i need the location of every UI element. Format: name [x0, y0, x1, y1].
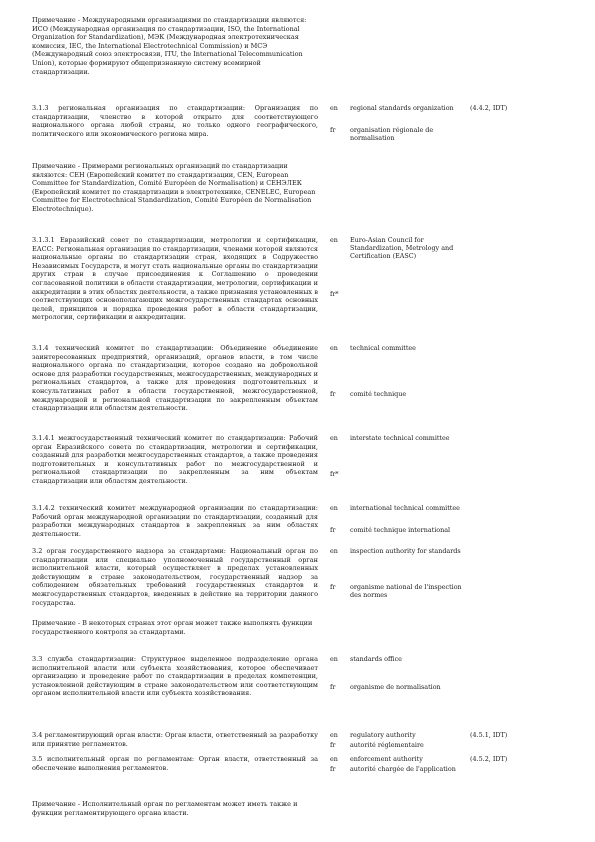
- equivalent-fr: [330, 741, 580, 751]
- term-definition: 3.1.4 технический комитет по стандартизации: Объединение объединение заинтересованных предприятий, организаций, органов власти, в том числе национального органа по стандартизации, которое создано на добровольной основе для разработки государственных, межгосударственных, международных и региональных стандартов, а также для проведения подготовительных и консультативных работ в области государственной, межгосударственной, международной и региональной стандартизации по закрепленным объектам стандартизации или областям деятельности.: [32, 344, 318, 413]
- language-code: fr*: [330, 470, 339, 478]
- equivalent-fr: [330, 583, 580, 601]
- term-definition: 3.1.3.1 Евразийский совет по стандартизации, метрологии и сертификации, ЕАСС: Региональная организация по стандартизации, членами которой являются национальные органы по стандартизации стран, входящих в Содружество Независимых Государств, и могут стать национальные органы по стандартизации других стран в случае присоединения к Соглашению о проведении согласованной политики в области стандартизации, метрологии, сертификации и аккредитации в этих областях деятельности, а также признания установленных в соответствующих основополагающих межгосударственных стандартах основных целей, принципов и порядка проведения работ в области стандартизации, метрологии, сертификации и аккредитации.: [32, 236, 318, 322]
- equivalent-fr: [330, 126, 580, 142]
- language-code: en: [330, 104, 338, 112]
- term-definition: 3.4 регламентирующий орган власти: Орган власти, ответственный за разработку или принятие регламентов.: [32, 731, 318, 748]
- language-code: en: [330, 547, 338, 555]
- equivalent-en: [330, 504, 580, 522]
- equivalent-term: organisation régionale de normalisation: [350, 126, 434, 142]
- equivalent-en: [330, 655, 580, 665]
- note-supervision: Примечание - В некоторых странах этот орган может также выполнять функции государственного контроля за стандартами.: [32, 619, 313, 636]
- equivalent-en: [330, 434, 580, 444]
- equivalent-term: technical committee: [350, 344, 416, 352]
- term-definition: 3.1.4.1 межгосударственный технический комитет по стандартизации: Рабочий орган Евразийского совета по стандартизации, метрологии и сертификации, созданный для разработки межгосударственных стандартов, а также проведения подготовительных и консультативных работ по межгосударственной и региональной стандартизации по закрепленным за ним объектам стандартизации или областям деятельности.: [32, 434, 318, 485]
- equivalent-en: [330, 755, 580, 765]
- reference: (4.4.2, IDT): [470, 104, 508, 112]
- language-code: fr: [330, 390, 336, 398]
- equivalent-term: standards office: [350, 655, 402, 663]
- equivalent-term: Euro-Asian Council for Standardization, Metrology and Certification (EASC): [350, 236, 454, 260]
- equivalent-term: comité technique international: [350, 526, 451, 534]
- equivalent-term: interstate technical committee: [350, 434, 450, 442]
- term-definition: 3.5 исполнительный орган по регламентам: Орган власти, ответственный за обеспечение выполнения регламентов.: [32, 755, 318, 772]
- equivalent-fr: [330, 683, 580, 693]
- note-regional-organizations: Примечание - Примерами региональных организаций по стандартизации являются: СЕН (Европейский комитет по стандартизации, CEN, European Committee for Standardization, Comité Européen de Normalisation) и СЕНЭЛЕК (Европейский комитет по стандартизации в электротехнике, CENELEC, European Committee for Electrotechnical Standardization, Comité Européen de Normalisation Electrotechnique).: [32, 162, 316, 213]
- equivalent-en: [330, 547, 580, 565]
- equivalent-en: [330, 104, 580, 114]
- equivalent-term: autorité chargée de l'application: [350, 765, 456, 773]
- equivalent-term: inspection authority for standards: [350, 547, 461, 555]
- equivalent-fr: [330, 470, 580, 480]
- equivalent-fr: [330, 290, 580, 300]
- language-code: fr: [330, 741, 336, 749]
- reference: (4.5.2, IDT): [470, 755, 508, 763]
- equivalent-term: regulatory authority: [350, 731, 416, 739]
- language-code: fr: [330, 683, 336, 691]
- term-definition: 3.3 служба стандартизации: Структурное выделенное подразделение органа исполнительной власти или субъекта хозяйствования, которое обеспечивает организацию и проведение работ по стандартизации в пределах компетенции, установленной действующим в стране законодательством или соответствующим органом исполнительной власти или субъекта хозяйствования.: [32, 655, 318, 698]
- equivalent-fr: [330, 526, 580, 544]
- language-code: en: [330, 434, 338, 442]
- term-definition: 3.1.4.2 технический комитет международной организации по стандартизации: Рабочий орган международной организации по стандартизации, созданный для разработки международных стандартов в закрепленных за ним областях деятельности.: [32, 504, 318, 538]
- note-enforcement: Примечание - Исполнительный орган по регламентам может иметь также и функции регламентирующего органа власти.: [32, 800, 298, 817]
- language-code: en: [330, 731, 338, 739]
- language-code: fr: [330, 583, 336, 591]
- term-definition: 3.2 орган государственного надзора за стандартами: Национальный орган по стандартизации или специально уполномоченный государственный орган исполнительной власти, который осуществляет в пределах установленных действующим в стране законодательством, государственный надзор за соблюдением обязательных требований государственных стандартов и межгосударственных стандартов, введенных в действие на территории данного государства.: [32, 547, 318, 607]
- language-code: fr: [330, 526, 336, 534]
- language-code: fr: [330, 126, 336, 134]
- equivalent-term: autorité réglementaire: [350, 741, 424, 749]
- equivalent-term: regional standards organization: [350, 104, 454, 112]
- language-code: fr: [330, 765, 336, 773]
- language-code: en: [330, 504, 338, 512]
- language-code: en: [330, 344, 338, 352]
- equivalent-term: enforcement authority: [350, 755, 423, 763]
- equivalent-term: comité technique: [350, 390, 407, 398]
- reference: (4.5.1, IDT): [470, 731, 508, 739]
- equivalent-term: organisme national de l'inspection des normes: [350, 583, 462, 599]
- equivalent-en: [330, 731, 580, 741]
- equivalent-en: [330, 344, 580, 354]
- note-international-organizations: Примечание - Международными организациями по стандартизации являются: ИСО (Международная организация по стандартизации, ISO, the International Organization for Standardization), МЭК (Международная электротехническая комиссия, IEC, the International Electrotechnical Commission) и МСЭ (Международный союз электросвязи, ITU, the International Telecommunication Union), которые формируют общепризнанную систему всемирной стандартизации.: [32, 16, 307, 76]
- equivalent-fr: [330, 765, 580, 783]
- equivalent-en: [330, 236, 580, 260]
- language-code: fr*: [330, 290, 339, 298]
- term-definition: 3.1.3 региональная организация по стандартизации: Организация по стандартизации, членство в которой открыто для соответствующего национального органа любой страны, но только одного географического, политического или экономического региона мира.: [32, 104, 318, 138]
- equivalent-term: international technical committee: [350, 504, 460, 512]
- language-code: en: [330, 236, 338, 244]
- equivalent-term: organisme de normalisation: [350, 683, 441, 691]
- language-code: en: [330, 655, 338, 663]
- equivalent-fr: [330, 390, 580, 400]
- language-code: en: [330, 755, 338, 763]
